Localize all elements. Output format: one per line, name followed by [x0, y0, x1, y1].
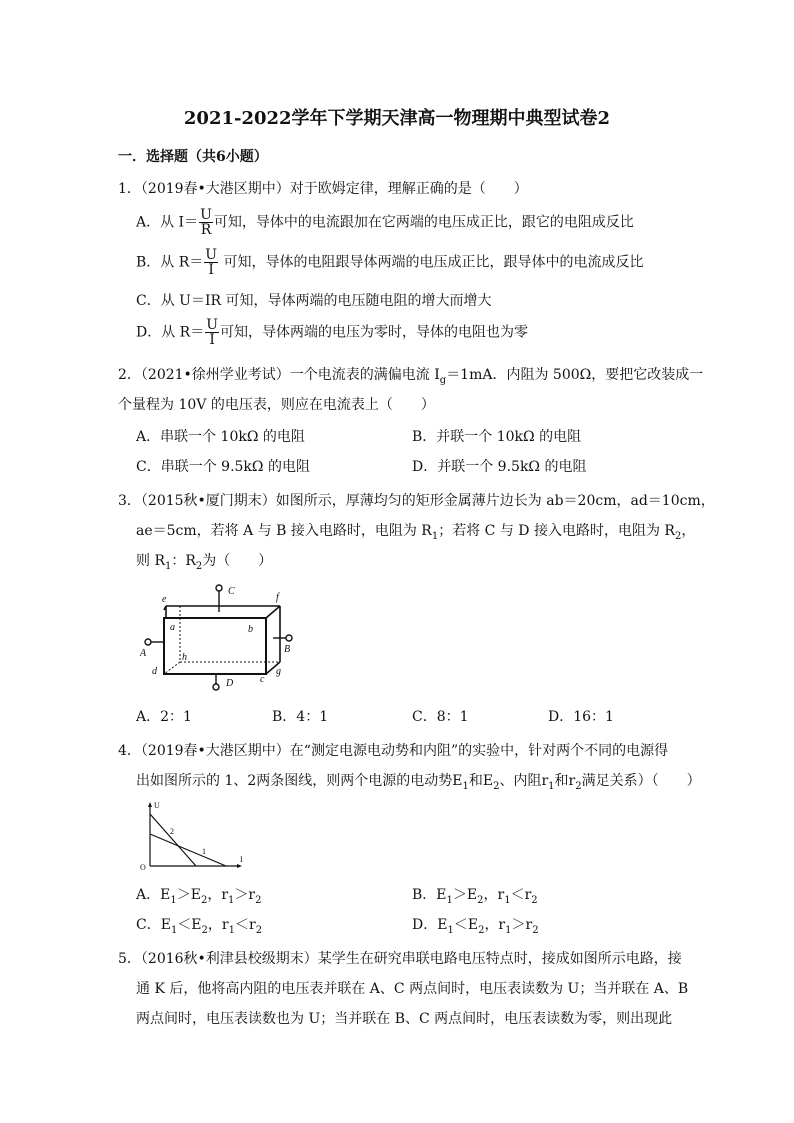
label-f: f [276, 592, 279, 603]
question-1-stem: 1．（2019春•大港区期中）对于欧姆定律，理解正确的是（ ） [118, 181, 528, 197]
label-e: e [162, 594, 167, 605]
page-title: 2021-2022学年下学期天津高一物理期中典型试卷2 [183, 108, 611, 129]
question-5-stem-line-3: 两点间时，电压表读数也为 U；当并联在 B、C 两点间时，电压表读数为零，则出现此 [136, 1011, 673, 1027]
question-3-stem-line-3: 则 $R_1$：$R_2$为（ ） [136, 553, 273, 572]
question-4-option-d: D．$E_1<E_2$，$r_1>r_2$ [412, 917, 539, 936]
label-d: d [152, 666, 157, 677]
question-1-option-b: B．从 R＝ $\frac{U}{I}$ 可知，导体的电阻跟导体两端的电压成正比，跟导体中的电流成反比 [136, 247, 644, 278]
axis-label-u: U [154, 801, 160, 810]
question-5-stem-line-1: 5．（2016秋•利津县校级期末）某学生在研究串联电路电压特点时，接成如图所示电路，接 [118, 951, 682, 967]
question-3-option-d: D．16：1 [548, 709, 614, 725]
u-i-graph-figure [136, 800, 250, 872]
label-B: B [284, 644, 291, 655]
line-2-label: 2 [170, 827, 174, 836]
metal-sheet-figure [136, 582, 306, 694]
fraction: $\frac{U}{I}$ [206, 317, 219, 348]
question-4-option-b: B．$E_1>E_2$，$r_1<r_2$ [412, 887, 538, 906]
question-1-option-c: C．从 U＝IR 可知，导体两端的电压随电阻的增大而增大 [136, 293, 492, 309]
question-2-option-a: A．串联一个 10kΩ 的电阻 [136, 429, 305, 445]
label-D: D [226, 678, 234, 689]
label-h: h [182, 652, 187, 663]
question-2-stem-line-2: 个量程为 10V 的电压表，则应在电流表上（ ） [118, 397, 435, 413]
label-b: b [248, 624, 253, 635]
section-heading: 一．选择题（共6小题） [118, 149, 268, 165]
label-c: c [260, 674, 265, 685]
label-a: a [170, 622, 175, 633]
question-2-option-c: C．串联一个 9.5kΩ 的电阻 [136, 459, 310, 475]
question-3-stem-line-1: 3．（2015秋•厦门期末）如图所示，厚薄均匀的矩形金属薄片边长为 ab＝20cm，ad＝10cm， [118, 493, 715, 509]
question-1-option-a: A．从 I＝ $\frac{U}{R}$ 可知，导体中的电流跟加在它两端的电压成正比，跟它的电阻成反比 [136, 207, 634, 238]
question-4-option-a: A．$E_1>E_2$，$r_1>r_2$ [136, 887, 262, 906]
question-3-stem-line-2: ae＝5cm，若将 A 与 B 接入电路时，电阻为 $R_1$；若将 C 与 D 接入电路时，电阻为 $R_2$， [136, 523, 696, 542]
question-3-option-a: A．2：1 [136, 709, 192, 725]
fraction: $\frac{U}{I}$ [205, 247, 218, 278]
question-1-option-d: D．从 R＝ $\frac{U}{I}$ 可知，导体两端的电压为零时，导体的电阻也为零 [136, 317, 529, 348]
line-1-label: 1 [202, 847, 206, 856]
label-g: g [276, 666, 281, 677]
origin-label: O [140, 863, 146, 872]
label-A: A [140, 648, 147, 659]
question-5-stem-line-2: 通 K 后，他将高内阻的电压表并联在 A、C 两点间时，电压表读数为 U；当并联在 A、B [136, 981, 689, 997]
question-4-stem-line-2: 出如图所示的 1、2两条图线，则两个电源的电动势$E_1$和$E_2$、内阻$r_1$和$r_2$满足关系）（ ） [136, 773, 701, 792]
axis-label-i: I [240, 855, 243, 864]
fraction: $\frac{U}{R}$ [200, 207, 212, 238]
question-2-option-b: B．并联一个 10kΩ 的电阻 [412, 429, 582, 445]
question-4-stem-line-1: 4．（2019春•大港区期中）在“测定电源电动势和内阻”的实验中，针对两个不同的电源得 [118, 743, 669, 759]
question-3-option-b: B．4：1 [272, 709, 329, 725]
question-2-option-d: D．并联一个 9.5kΩ 的电阻 [412, 459, 587, 475]
label-C: C [228, 586, 235, 597]
question-3-option-c: C．8：1 [412, 709, 469, 725]
question-2-stem-line-1: 2．（2021•徐州学业考试）一个电流表的满偏电流 $I_g=1mA$．内阻为 500Ω，要把它改装成一 [118, 367, 704, 386]
question-4-option-c: C．$E_1<E_2$，$r_1<r_2$ [136, 917, 263, 936]
